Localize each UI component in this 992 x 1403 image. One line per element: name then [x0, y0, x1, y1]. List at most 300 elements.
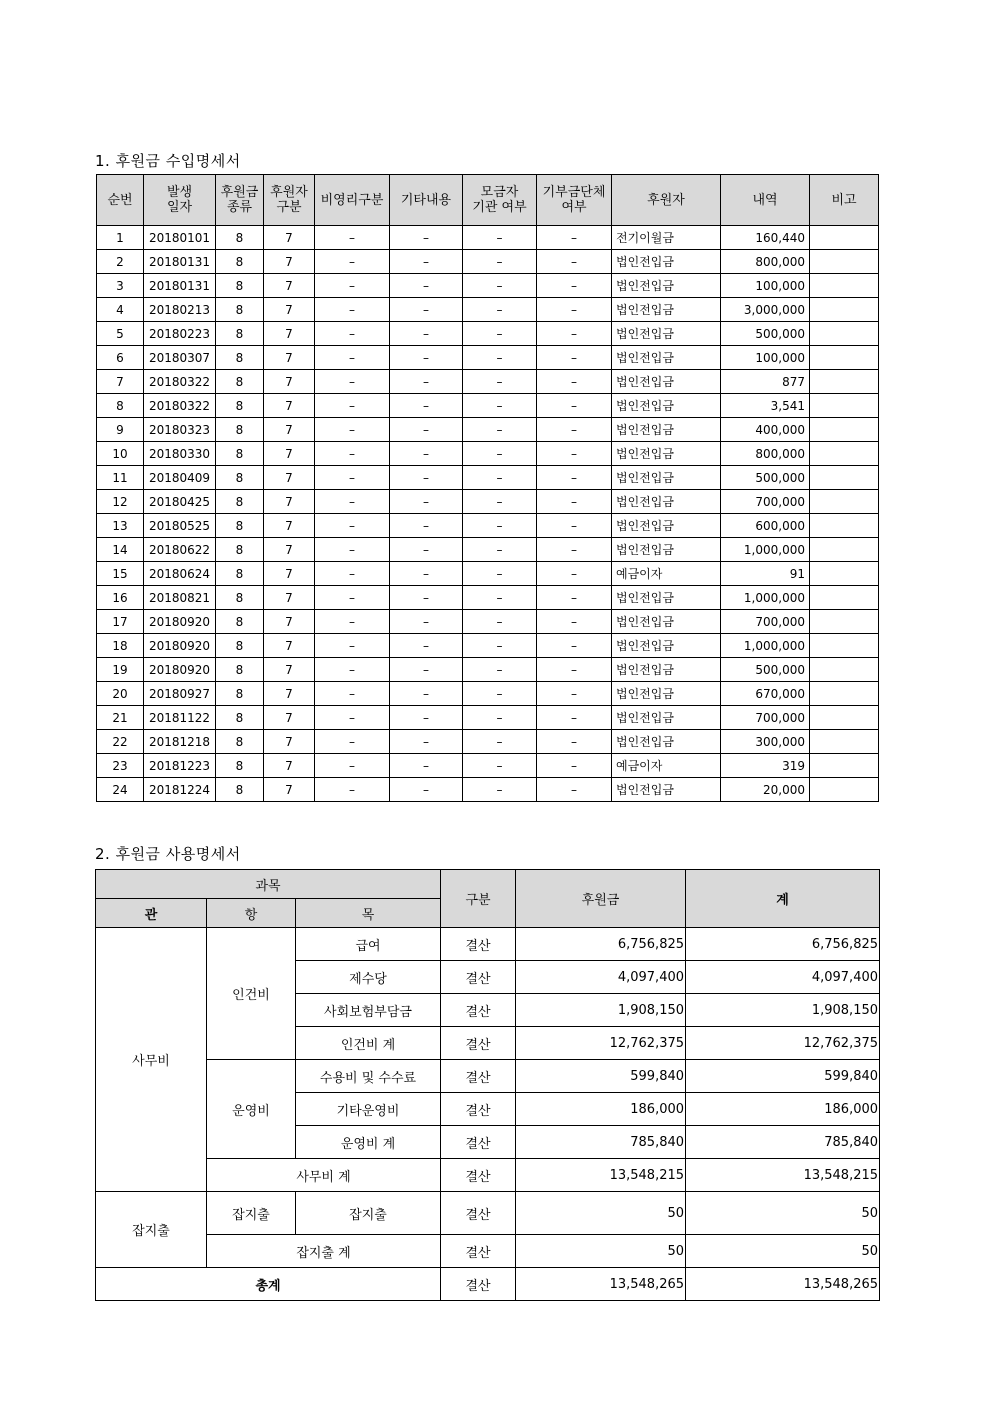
amount-cell: 700,000 [721, 706, 810, 730]
donation-kind-cell: 8 [216, 490, 264, 514]
other-detail-cell: – [390, 778, 463, 802]
nonprofit-category-cell: – [315, 778, 390, 802]
donor-category-cell: 7 [264, 346, 315, 370]
donation-kind-cell: 8 [216, 778, 264, 802]
amount-cell: 800,000 [721, 442, 810, 466]
donation-kind-cell: 8 [216, 274, 264, 298]
donation-org-flag-cell: – [537, 394, 612, 418]
fundraiser-flag-cell: – [463, 250, 537, 274]
seq-cell: 16 [97, 586, 144, 610]
remarks-cell [810, 514, 879, 538]
other-detail-cell: – [390, 394, 463, 418]
total-cell: 785,840 [686, 1126, 880, 1159]
fundraiser-flag-cell: – [463, 538, 537, 562]
donor-category-cell: 7 [264, 226, 315, 250]
other-detail-cell: – [390, 586, 463, 610]
nonprofit-category-cell: – [315, 682, 390, 706]
nonprofit-category-cell: – [315, 466, 390, 490]
table-row [97, 514, 879, 538]
donor-cell: 법인전입금 [612, 394, 721, 418]
donation-cell: 13,548,265 [516, 1268, 686, 1301]
seq-cell: 4 [97, 298, 144, 322]
total-cell: 1,908,150 [686, 994, 880, 1027]
income-statement-table [96, 174, 879, 802]
donor-category-cell: 7 [264, 562, 315, 586]
hang-cell: 잡지출 [207, 1192, 296, 1235]
amount-cell: 700,000 [721, 490, 810, 514]
amount-cell: 91 [721, 562, 810, 586]
amount-cell: 300,000 [721, 730, 810, 754]
total-cell: 13,548,265 [686, 1268, 880, 1301]
header-amount: 내역 [721, 175, 810, 226]
remarks-cell [810, 586, 879, 610]
total-cell: 599,840 [686, 1060, 880, 1093]
header-remarks: 비고 [810, 175, 879, 226]
expense-row-salary [96, 928, 880, 961]
mok-cell: 급여 [296, 928, 441, 961]
type-cell: 결산 [441, 1159, 516, 1192]
donation-org-flag-cell: – [537, 754, 612, 778]
header-donor-category: 후원자 구분 [264, 175, 315, 226]
expense-row-misc-total [96, 1235, 880, 1268]
mok-cell: 제수당 [296, 961, 441, 994]
donation-cell: 50 [516, 1235, 686, 1268]
donor-category-cell: 7 [264, 322, 315, 346]
date-cell: 20180920 [144, 634, 216, 658]
donation-kind-cell: 8 [216, 370, 264, 394]
header-gwan: 관 [96, 899, 207, 928]
seq-cell: 23 [97, 754, 144, 778]
amount-cell: 500,000 [721, 322, 810, 346]
other-detail-cell: – [390, 346, 463, 370]
donor-category-cell: 7 [264, 514, 315, 538]
other-detail-cell: – [390, 514, 463, 538]
seq-cell: 19 [97, 658, 144, 682]
donation-kind-cell: 8 [216, 586, 264, 610]
donation-kind-cell: 8 [216, 298, 264, 322]
other-detail-cell: – [390, 226, 463, 250]
table-row [97, 418, 879, 442]
seq-cell: 20 [97, 682, 144, 706]
header-donation: 후원금 [516, 870, 686, 928]
nonprofit-category-cell: – [315, 562, 390, 586]
remarks-cell [810, 298, 879, 322]
remarks-cell [810, 730, 879, 754]
header-mok: 목 [296, 899, 441, 928]
donor-category-cell: 7 [264, 466, 315, 490]
header-date: 발생 일자 [144, 175, 216, 226]
seq-cell: 15 [97, 562, 144, 586]
date-cell: 20180322 [144, 370, 216, 394]
expense-row-office-total [96, 1159, 880, 1192]
donation-cell: 6,756,825 [516, 928, 686, 961]
donation-org-flag-cell: – [537, 370, 612, 394]
type-cell: 결산 [441, 1027, 516, 1060]
header-total: 계 [686, 870, 880, 928]
expense-row-misc [96, 1192, 880, 1235]
date-cell: 20180525 [144, 514, 216, 538]
donation-org-flag-cell: – [537, 466, 612, 490]
fundraiser-flag-cell: – [463, 346, 537, 370]
donor-category-cell: 7 [264, 274, 315, 298]
amount-cell: 670,000 [721, 682, 810, 706]
donation-kind-cell: 8 [216, 658, 264, 682]
amount-cell: 100,000 [721, 274, 810, 298]
other-detail-cell: – [390, 370, 463, 394]
amount-cell: 3,000,000 [721, 298, 810, 322]
date-cell: 20180920 [144, 658, 216, 682]
nonprofit-category-cell: – [315, 274, 390, 298]
donor-cell: 법인전입금 [612, 586, 721, 610]
nonprofit-category-cell: – [315, 706, 390, 730]
donor-cell: 법인전입금 [612, 634, 721, 658]
seq-cell: 5 [97, 322, 144, 346]
table-row [97, 322, 879, 346]
fundraiser-flag-cell: – [463, 754, 537, 778]
donation-kind-cell: 8 [216, 226, 264, 250]
other-detail-cell: – [390, 538, 463, 562]
hang-personnel: 인건비 [207, 928, 296, 1060]
amount-cell: 160,440 [721, 226, 810, 250]
amount-cell: 400,000 [721, 418, 810, 442]
donor-cell: 법인전입금 [612, 274, 721, 298]
mok-cell: 사회보험부담금 [296, 994, 441, 1027]
donor-cell: 법인전입금 [612, 418, 721, 442]
expense-statement-title: 2. 후원금 사용명세서 [95, 845, 241, 863]
amount-cell: 3,541 [721, 394, 810, 418]
remarks-cell [810, 442, 879, 466]
donor-cell: 법인전입금 [612, 298, 721, 322]
header-donation-org-flag: 기부금단체 여부 [537, 175, 612, 226]
amount-cell: 800,000 [721, 250, 810, 274]
other-detail-cell: – [390, 730, 463, 754]
table-row [97, 274, 879, 298]
amount-cell: 319 [721, 754, 810, 778]
other-detail-cell: – [390, 298, 463, 322]
type-cell: 결산 [441, 1060, 516, 1093]
date-cell: 20180821 [144, 586, 216, 610]
fundraiser-flag-cell: – [463, 610, 537, 634]
expense-row-fees [96, 1060, 880, 1093]
donor-category-cell: 7 [264, 730, 315, 754]
seq-cell: 24 [97, 778, 144, 802]
donor-category-cell: 7 [264, 370, 315, 394]
nonprofit-category-cell: – [315, 538, 390, 562]
amount-cell: 1,000,000 [721, 634, 810, 658]
fundraiser-flag-cell: – [463, 514, 537, 538]
date-cell: 20180622 [144, 538, 216, 562]
donation-cell: 50 [516, 1192, 686, 1235]
other-detail-cell: – [390, 490, 463, 514]
donation-org-flag-cell: – [537, 418, 612, 442]
date-cell: 20180920 [144, 610, 216, 634]
nonprofit-category-cell: – [315, 514, 390, 538]
donor-cell: 법인전입금 [612, 514, 721, 538]
header-hang: 항 [207, 899, 296, 928]
donation-kind-cell: 8 [216, 730, 264, 754]
donor-cell: 법인전입금 [612, 778, 721, 802]
date-cell: 20180322 [144, 394, 216, 418]
table-row [97, 346, 879, 370]
donor-cell: 법인전입금 [612, 682, 721, 706]
donor-category-cell: 7 [264, 754, 315, 778]
table-row [97, 706, 879, 730]
seq-cell: 8 [97, 394, 144, 418]
fundraiser-flag-cell: – [463, 730, 537, 754]
header-nonprofit-category: 비영리구분 [315, 175, 390, 226]
table-row [97, 250, 879, 274]
nonprofit-category-cell: – [315, 322, 390, 346]
remarks-cell [810, 634, 879, 658]
amount-cell: 100,000 [721, 346, 810, 370]
table-row [97, 490, 879, 514]
amount-cell: 700,000 [721, 610, 810, 634]
income-table-header-row [97, 175, 879, 226]
other-detail-cell: – [390, 634, 463, 658]
remarks-cell [810, 370, 879, 394]
donor-cell: 법인전입금 [612, 250, 721, 274]
remarks-cell [810, 778, 879, 802]
nonprofit-category-cell: – [315, 226, 390, 250]
donation-kind-cell: 8 [216, 538, 264, 562]
fundraiser-flag-cell: – [463, 778, 537, 802]
donor-cell: 예금이자 [612, 754, 721, 778]
other-detail-cell: – [390, 562, 463, 586]
date-cell: 20180330 [144, 442, 216, 466]
header-donation-kind: 후원금 종류 [216, 175, 264, 226]
nonprofit-category-cell: – [315, 346, 390, 370]
donation-kind-cell: 8 [216, 514, 264, 538]
type-cell: 결산 [441, 994, 516, 1027]
nonprofit-category-cell: – [315, 442, 390, 466]
seq-cell: 22 [97, 730, 144, 754]
remarks-cell [810, 538, 879, 562]
total-cell: 186,000 [686, 1093, 880, 1126]
donation-kind-cell: 8 [216, 634, 264, 658]
donation-cell: 4,097,400 [516, 961, 686, 994]
donation-org-flag-cell: – [537, 610, 612, 634]
seq-cell: 11 [97, 466, 144, 490]
donation-kind-cell: 8 [216, 394, 264, 418]
donor-category-cell: 7 [264, 706, 315, 730]
nonprofit-category-cell: – [315, 370, 390, 394]
total-cell: 12,762,375 [686, 1027, 880, 1060]
remarks-cell [810, 706, 879, 730]
income-table-body [97, 226, 879, 802]
amount-cell: 1,000,000 [721, 538, 810, 562]
seq-cell: 13 [97, 514, 144, 538]
hang-operating: 운영비 [207, 1060, 296, 1159]
donation-kind-cell: 8 [216, 562, 264, 586]
fundraiser-flag-cell: – [463, 658, 537, 682]
seq-cell: 1 [97, 226, 144, 250]
donor-cell: 예금이자 [612, 562, 721, 586]
header-subject: 과목 [96, 870, 441, 899]
income-statement-title: 1. 후원금 수입명세서 [95, 152, 241, 170]
donation-org-flag-cell: – [537, 274, 612, 298]
donation-org-flag-cell: – [537, 658, 612, 682]
table-row [97, 442, 879, 466]
remarks-cell [810, 346, 879, 370]
table-row [97, 466, 879, 490]
fundraiser-flag-cell: – [463, 370, 537, 394]
donation-org-flag-cell: – [537, 322, 612, 346]
other-detail-cell: – [390, 274, 463, 298]
fundraiser-flag-cell: – [463, 634, 537, 658]
donor-cell: 전기이월금 [612, 226, 721, 250]
amount-cell: 877 [721, 370, 810, 394]
table-row [97, 730, 879, 754]
donor-category-cell: 7 [264, 394, 315, 418]
donation-org-flag-cell: – [537, 514, 612, 538]
nonprofit-category-cell: – [315, 298, 390, 322]
donor-cell: 법인전입금 [612, 610, 721, 634]
donor-category-cell: 7 [264, 658, 315, 682]
donation-kind-cell: 8 [216, 682, 264, 706]
donor-category-cell: 7 [264, 586, 315, 610]
date-cell: 20180425 [144, 490, 216, 514]
donor-cell: 법인전입금 [612, 442, 721, 466]
header-donor: 후원자 [612, 175, 721, 226]
donor-cell: 법인전입금 [612, 538, 721, 562]
mok-cell: 인건비 계 [296, 1027, 441, 1060]
donation-cell: 12,762,375 [516, 1027, 686, 1060]
header-seq: 순번 [97, 175, 144, 226]
fundraiser-flag-cell: – [463, 322, 537, 346]
amount-cell: 1,000,000 [721, 586, 810, 610]
date-cell: 20180131 [144, 274, 216, 298]
donor-cell: 법인전입금 [612, 322, 721, 346]
expense-table-header-row-1 [96, 870, 880, 899]
date-cell: 20181224 [144, 778, 216, 802]
seq-cell: 18 [97, 634, 144, 658]
date-cell: 20180323 [144, 418, 216, 442]
donor-category-cell: 7 [264, 250, 315, 274]
table-row [97, 754, 879, 778]
donation-kind-cell: 8 [216, 754, 264, 778]
donor-category-cell: 7 [264, 490, 315, 514]
donation-kind-cell: 8 [216, 706, 264, 730]
donation-org-flag-cell: – [537, 538, 612, 562]
remarks-cell [810, 394, 879, 418]
table-row [97, 634, 879, 658]
fundraiser-flag-cell: – [463, 298, 537, 322]
donation-kind-cell: 8 [216, 346, 264, 370]
other-detail-cell: – [390, 442, 463, 466]
nonprofit-category-cell: – [315, 610, 390, 634]
total-cell: 50 [686, 1235, 880, 1268]
donation-org-flag-cell: – [537, 634, 612, 658]
donor-cell: 법인전입금 [612, 370, 721, 394]
other-detail-cell: – [390, 322, 463, 346]
remarks-cell [810, 250, 879, 274]
fundraiser-flag-cell: – [463, 586, 537, 610]
seq-cell: 12 [97, 490, 144, 514]
nonprofit-category-cell: – [315, 490, 390, 514]
table-row [97, 610, 879, 634]
donation-org-flag-cell: – [537, 682, 612, 706]
amount-cell: 500,000 [721, 466, 810, 490]
other-detail-cell: – [390, 706, 463, 730]
donation-org-flag-cell: – [537, 562, 612, 586]
donation-org-flag-cell: – [537, 442, 612, 466]
donor-category-cell: 7 [264, 778, 315, 802]
fundraiser-flag-cell: – [463, 418, 537, 442]
other-detail-cell: – [390, 466, 463, 490]
remarks-cell [810, 226, 879, 250]
donor-cell: 법인전입금 [612, 706, 721, 730]
donor-cell: 법인전입금 [612, 346, 721, 370]
remarks-cell [810, 682, 879, 706]
gwan-office: 사무비 [96, 928, 207, 1192]
donation-kind-cell: 8 [216, 610, 264, 634]
type-cell: 결산 [441, 1093, 516, 1126]
other-detail-cell: – [390, 682, 463, 706]
fundraiser-flag-cell: – [463, 274, 537, 298]
nonprofit-category-cell: – [315, 418, 390, 442]
type-cell: 결산 [441, 928, 516, 961]
donor-category-cell: 7 [264, 634, 315, 658]
expense-row-grand-total [96, 1268, 880, 1301]
seq-cell: 2 [97, 250, 144, 274]
donation-kind-cell: 8 [216, 322, 264, 346]
date-cell: 20181223 [144, 754, 216, 778]
fundraiser-flag-cell: – [463, 562, 537, 586]
date-cell: 20180101 [144, 226, 216, 250]
seq-cell: 10 [97, 442, 144, 466]
date-cell: 20180927 [144, 682, 216, 706]
other-detail-cell: – [390, 658, 463, 682]
gwan-misc: 잡지출 [96, 1192, 207, 1268]
donation-org-flag-cell: – [537, 298, 612, 322]
nonprofit-category-cell: – [315, 250, 390, 274]
type-cell: 결산 [441, 1192, 516, 1235]
table-row [97, 682, 879, 706]
fundraiser-flag-cell: – [463, 682, 537, 706]
nonprofit-category-cell: – [315, 586, 390, 610]
fundraiser-flag-cell: – [463, 466, 537, 490]
donation-kind-cell: 8 [216, 442, 264, 466]
donor-cell: 법인전입금 [612, 490, 721, 514]
remarks-cell [810, 322, 879, 346]
date-cell: 20180409 [144, 466, 216, 490]
header-type: 구분 [441, 870, 516, 928]
fundraiser-flag-cell: – [463, 442, 537, 466]
nonprofit-category-cell: – [315, 658, 390, 682]
total-cell: 13,548,215 [686, 1159, 880, 1192]
table-row [97, 538, 879, 562]
table-row [97, 562, 879, 586]
other-detail-cell: – [390, 754, 463, 778]
remarks-cell [810, 562, 879, 586]
total-cell: 6,756,825 [686, 928, 880, 961]
date-cell: 20180213 [144, 298, 216, 322]
remarks-cell [810, 610, 879, 634]
mok-cell: 잡지출 [296, 1192, 441, 1235]
seq-cell: 17 [97, 610, 144, 634]
mok-cell: 기타운영비 [296, 1093, 441, 1126]
donation-cell: 186,000 [516, 1093, 686, 1126]
subtotal-label: 잡지출 계 [207, 1235, 441, 1268]
seq-cell: 14 [97, 538, 144, 562]
total-cell: 4,097,400 [686, 961, 880, 994]
table-row [97, 658, 879, 682]
donation-kind-cell: 8 [216, 250, 264, 274]
table-row [97, 778, 879, 802]
date-cell: 20180131 [144, 250, 216, 274]
donation-org-flag-cell: – [537, 490, 612, 514]
donation-org-flag-cell: – [537, 586, 612, 610]
